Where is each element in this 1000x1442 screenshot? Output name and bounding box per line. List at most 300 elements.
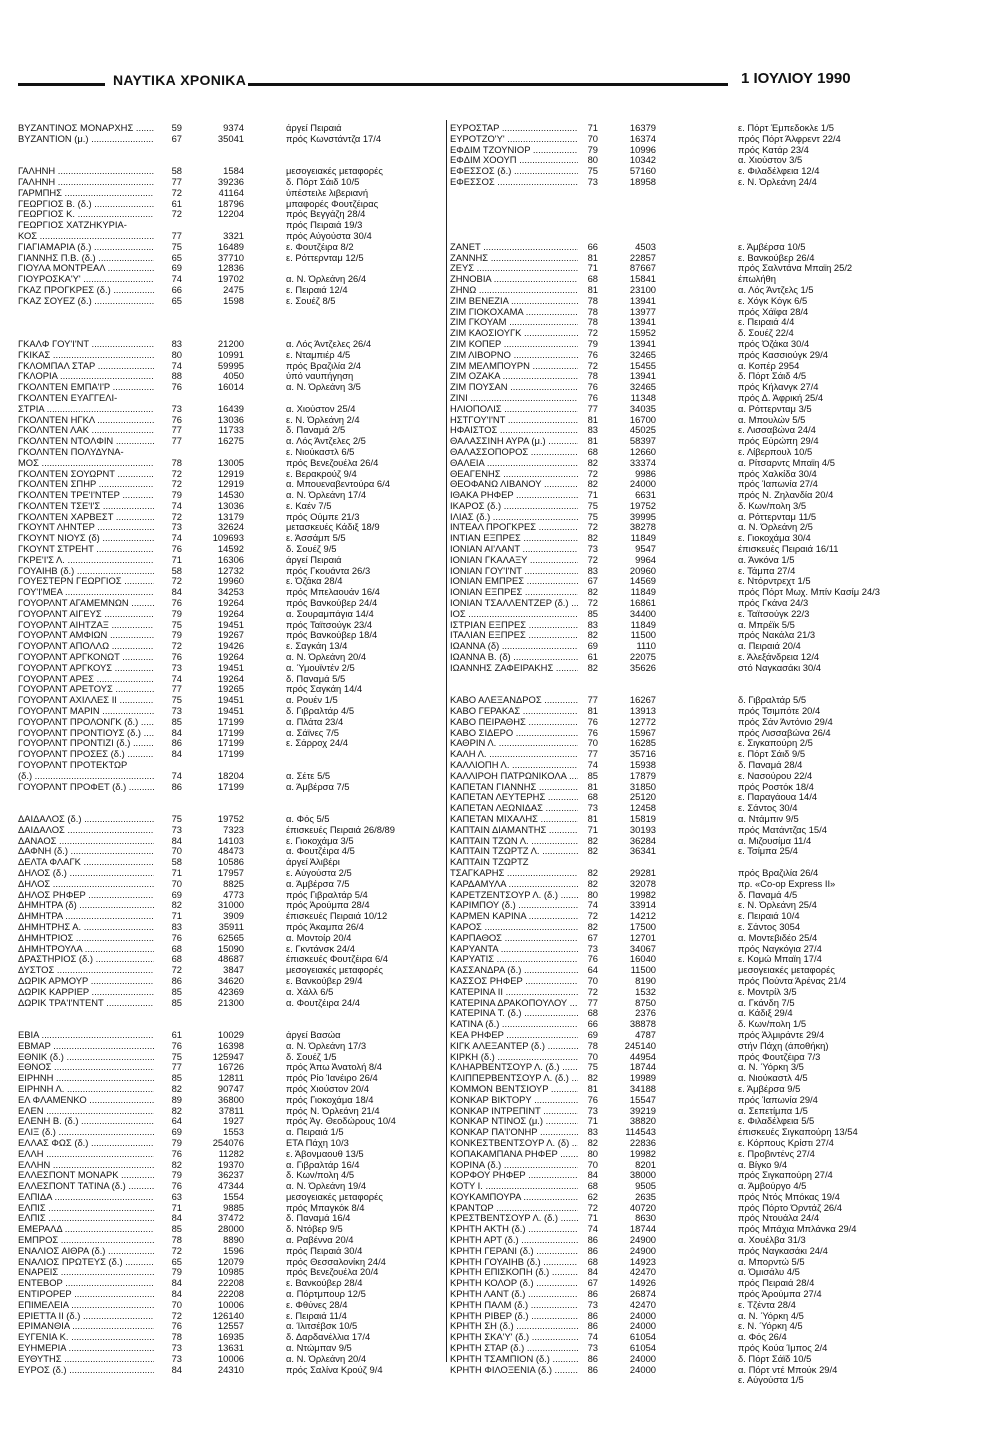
ship-tonnage: 16014 <box>217 381 244 393</box>
ship-row <box>450 1160 950 1171</box>
ship-status: πρός Άρούμπα 27/4 <box>738 1289 822 1300</box>
ship-status: ε. Πόρτ Έμπεδοκλε 1/5 <box>738 123 834 133</box>
ship-age: 72 <box>171 1309 182 1321</box>
ship-name: ΔΡΑΣΤΗΡΙΟΣ (δ.) ..... <box>18 954 154 965</box>
ship-tonnage: 6631 <box>635 489 656 501</box>
ship-name: ΚΑΠΤΑΙΝ ΔΙΑΜΑΝΤΗΣ ..... <box>450 825 578 836</box>
ship-status: ε. Πειραιά 10/4 <box>738 911 800 922</box>
ship-age: 72 <box>171 478 182 490</box>
blank-row <box>450 231 950 242</box>
ship-age: 80 <box>587 1147 598 1159</box>
ship-name: ΙΟΣ ..... <box>450 609 578 620</box>
ship-row <box>18 188 438 199</box>
ship-age: 61 <box>587 651 598 663</box>
ship-name: ΔΑΝΑΟΣ ..... <box>18 836 154 847</box>
ship-status: α. Πόρτμπουρ 12/5 <box>286 1289 366 1300</box>
ship-status: ε. Φιλαδέλφεια 12/4 <box>738 166 820 177</box>
ship-name: ΚΑΡΕΤΖΕΝΤΣΟΥΡ Λ. (δ.) ..... <box>450 890 578 901</box>
ship-name: ΚΡΗΤΗ ΑΡΤ (δ.) ..... <box>450 1235 578 1246</box>
ship-age: 84 <box>171 1212 182 1224</box>
ship-status: πρός Νακάλα 21/3 <box>738 630 816 641</box>
ship-status: α. Κάδιξ 29/4 <box>738 1008 793 1019</box>
ship-row <box>450 846 950 857</box>
ship-tonnage: 36800 <box>217 1093 244 1105</box>
ship-row <box>450 361 950 372</box>
ship-name: ΙΝΤΕΑΛ ΠΡΟΓΚΡΕΣ ..... <box>450 522 578 533</box>
ship-tonnage: 1553 <box>223 1126 244 1138</box>
ship-status: έπισκευές Πειραιά 26/8/89 <box>286 824 395 835</box>
ship-age: 72 <box>587 1201 598 1213</box>
ship-row <box>450 1170 950 1181</box>
ship-age: 81 <box>587 435 598 447</box>
ship-tonnage: 15841 <box>629 273 656 285</box>
ship-tonnage: 15090 <box>217 942 244 954</box>
ship-tonnage: 8750 <box>635 996 656 1008</box>
ship-status: πρός Γιοκοχάμα 18/4 <box>286 1094 374 1105</box>
ship-age: 82 <box>587 877 598 889</box>
ship-status: δ. Σουέζ 22/4 <box>738 328 794 339</box>
ship-name: ΚΑΛΛΙΡΟΗ ΠΑΤΡΩΝΙΚΟΛΑ ..... <box>450 771 578 782</box>
ship-tonnage: 36341 <box>629 845 656 857</box>
ship-age: 82 <box>171 899 182 911</box>
ship-tonnage: 13977 <box>629 305 656 317</box>
ship-row <box>450 1127 950 1138</box>
ship-status: ε. Ν. Όρλεάνη 25/4 <box>738 900 817 911</box>
ship-row <box>450 771 950 782</box>
ship-row <box>18 782 438 793</box>
ship-name: ΖΕΥΣ ..... <box>450 263 578 274</box>
ship-tonnage: 16040 <box>629 953 656 965</box>
blank-row <box>450 674 950 685</box>
ship-tonnage: 24900 <box>629 1234 656 1246</box>
ship-age: 80 <box>587 888 598 900</box>
ship-name: ΖΑΝΕΤ ..... <box>450 242 578 253</box>
ship-name: ΚΡΗΤΗ ΣΗ (δ.) ..... <box>450 1321 578 1332</box>
ship-status: πρός Λισσαβώνα 26/4 <box>738 727 831 738</box>
ship-tonnage: 40720 <box>629 1201 656 1213</box>
ship-age: 78 <box>171 1331 182 1343</box>
ship-age: 89 <box>171 1093 182 1105</box>
ship-age: 86 <box>171 737 182 749</box>
ship-status: α. Άμβούργο 4/5 <box>738 1181 807 1192</box>
ship-age: 75 <box>587 165 598 177</box>
ship-row <box>450 814 950 825</box>
ship-age: 86 <box>587 1309 598 1321</box>
ship-tonnage: 48687 <box>217 953 244 965</box>
ship-age: 74 <box>171 273 182 285</box>
ship-age: 64 <box>587 964 598 976</box>
ship-name: ΚΑΤΕΡΙΝΑ Τ. (δ.) ..... <box>450 1008 578 1019</box>
ship-age: 72 <box>171 575 182 587</box>
ship-age: 68 <box>171 942 182 954</box>
ship-status: α. Νιούκαστλ 4/5 <box>738 1073 808 1084</box>
ship-name: ΕΛΛΗ ..... <box>18 1149 154 1160</box>
ship-age: 77 <box>171 1061 182 1073</box>
ship-row <box>450 1019 950 1030</box>
ship-name: ΓΚΛΟΜΠΑΛ ΣΤΑΡ ..... <box>18 361 154 372</box>
ship-name: ΔΩΡΙΚ ΑΡΜΟΥΡ ..... <box>18 976 154 987</box>
ship-row <box>18 350 438 361</box>
ship-status: α. Ντάμπιν 9/5 <box>738 814 799 824</box>
ship-age: 71 <box>171 553 182 565</box>
ship-name: ΖΙΜ ΓΙΟΚΟΧΑΜΑ ..... <box>450 307 578 318</box>
ship-status: ε. Ταϊτσούγκ 22/3 <box>738 608 810 619</box>
ship-age: 63 <box>171 1190 182 1202</box>
ship-age: 58 <box>171 856 182 868</box>
ship-status: α. Άνκόνα 1/5 <box>738 554 795 565</box>
ship-status: α. Πειραιά 1/5 <box>286 1127 344 1138</box>
ship-name: ΓΟΥΟΡΛΝΤ ΠΡΟΛΟΝΓΚ (δ.) ..... <box>18 717 154 728</box>
ship-age: 68 <box>587 445 598 457</box>
ship-status: δ. Παναμά 28/4 <box>738 760 803 771</box>
ship-age: 77 <box>587 996 598 1008</box>
ship-name: ΕΝΑΛΙΟΣ ΠΡΩΤΕΥΣ (δ.) ..... <box>18 1257 154 1268</box>
ship-row <box>450 1149 950 1160</box>
ship-tonnage: 10029 <box>217 1028 244 1040</box>
ship-age: 77 <box>171 424 182 436</box>
ship-name: ΚΑΠΕΤΑΝ ΛΕΩΝΙΔΑΣ ..... <box>450 803 578 814</box>
ship-name: ΗΦΑΙΣΤΟΣ ..... <box>450 425 578 436</box>
ship-age: 61 <box>171 197 182 209</box>
ship-name: ΓΟΥΟΡΛΝΤ ΑΓΑΜΕΜΝΩΝ ..... <box>18 598 154 609</box>
ship-tonnage: 10991 <box>217 348 244 360</box>
ship-age: 74 <box>171 359 182 371</box>
ship-name: ΚΑΒΟ ΓΕΡΑΚΑΣ ..... <box>450 706 578 717</box>
ship-tonnage: 36284 <box>629 834 656 846</box>
ship-row <box>450 663 950 674</box>
ship-name: ΕΛΛΕΣΠΟΝΤ ΤΑΤΙΝΑ (δ.) ..... <box>18 1181 154 1192</box>
ship-status: πρός Ροστόκ 18/4 <box>738 781 814 792</box>
ship-name: ΚΟΣ ..... <box>18 231 154 242</box>
ship-name: ΔΑΦΝΗ (δ.) ..... <box>18 846 154 857</box>
ship-name: ΓΚΟΥΝΤ ΝΙΟΥΣ (δ) ..... <box>18 533 154 544</box>
ship-row <box>18 1149 438 1160</box>
ship-name: ΕΛΛΕΣΠΟΝΤ ΜΟΝΑΡΚ ..... <box>18 1170 154 1181</box>
ship-tonnage: 29281 <box>629 866 656 878</box>
ship-name: ΕΥΘΥΤΗΣ ..... <box>18 1354 154 1365</box>
ship-age: 75 <box>171 813 182 824</box>
ship-age: 81 <box>587 780 598 792</box>
ship-tonnage: 10342 <box>629 154 656 166</box>
ship-status: ε. Ν. Όρλεάνη 24/4 <box>738 176 817 187</box>
ship-status: α. Μπρέϊκ 5/5 <box>738 619 795 630</box>
ship-row <box>450 728 950 739</box>
ship-status: ε. Φιλαδέλφεια 5/5 <box>738 1116 815 1127</box>
ship-row <box>450 1084 950 1095</box>
ship-status: πρός Ματάντζας 15/4 <box>738 824 827 835</box>
ship-tonnage: 15938 <box>629 759 656 771</box>
ship-status: πρός Γκάνα 24/3 <box>738 598 809 609</box>
ship-age: 79 <box>171 629 182 641</box>
ship-status: μπαφορές Φουτζέιρας <box>286 198 379 209</box>
ship-tonnage: 12772 <box>629 715 656 727</box>
ship-name: ΓΚΟΛΝΤΕΝ ΧΑΡΒΕΣΤ ..... <box>18 512 154 523</box>
ship-age: 71 <box>171 866 182 878</box>
ship-name: ΕΙΡΗΝΗ ..... <box>18 1073 154 1084</box>
ship-tonnage: 4503 <box>635 240 656 252</box>
ship-tonnage: 38820 <box>629 1115 656 1127</box>
ship-name: ΚΑΒΟ ΑΛΕΞΑΝΔΡΟΣ ..... <box>450 695 578 706</box>
ship-name: ΚΟΝΚΑΡ ΒΙΚΤΟΡΥ ..... <box>450 1095 578 1106</box>
ship-name: ΓΚΙΚΑΣ ..... <box>18 350 154 361</box>
ship-tonnage: 32624 <box>217 521 244 533</box>
ship-name: ΚΑΡΥΑΝΤΑ ..... <box>450 944 578 955</box>
ship-row <box>450 479 950 490</box>
ship-age: 76 <box>171 1180 182 1192</box>
ship-tonnage: 16285 <box>629 737 656 749</box>
ship-age: 81 <box>587 413 598 425</box>
ship-tonnage: 1554 <box>223 1190 244 1202</box>
ship-tonnage: 24000 <box>629 478 656 490</box>
ship-status: πρός Πόρτο Όρντάζ 26/4 <box>738 1202 842 1213</box>
ship-status: ύπό ναυπήγηση <box>286 371 354 382</box>
ship-name: ΙΘΑΚΑ ΡΗΦΕΡ ..... <box>450 490 578 501</box>
ship-name: ΓΑΛΗΝΗ ..... <box>18 177 154 188</box>
ship-age: 84 <box>587 1266 598 1278</box>
ship-status: ε. Σαγκάη 13/4 <box>286 641 348 652</box>
ship-age: 84 <box>587 1169 598 1181</box>
ship-age: 85 <box>171 715 182 727</box>
ship-age: 69 <box>587 1028 598 1040</box>
ship-tonnage: 19960 <box>217 575 244 587</box>
ship-tonnage: 11500 <box>630 629 656 641</box>
ship-age: 77 <box>171 435 182 447</box>
ship-age: 74 <box>587 759 598 771</box>
ship-status: έπισκευές Φουτζέιρα 6/4 <box>286 954 388 965</box>
ship-name: ΚΟΠΑΚΑΜΠΑΝΑ ΡΗΦΕΡ ..... <box>450 1149 578 1160</box>
ship-name: ΚΡΑΝΤΩΡ ..... <box>450 1203 578 1214</box>
ship-name: ΓΟΥΟΡΛΝΤ ΑΡΕΣ ..... <box>18 674 154 685</box>
ship-name: ΖΙΜ ΠΟΥΣΑΝ ..... <box>450 382 578 393</box>
ship-tonnage: 33914 <box>629 899 656 911</box>
ship-status: ε. Πόρτ Σάιδ 9/5 <box>738 749 806 760</box>
ship-status: ε. Κομώ Μπαϊη 17/4 <box>738 954 822 965</box>
ship-status: α. Πειραιά 20/4 <box>738 641 801 652</box>
ship-name: ΓΙΑΓΙΑΜΑΡΙΑ (δ.) ..... <box>18 242 154 253</box>
ship-status: α. Σάϊνες 7/5 <box>286 727 339 738</box>
ship-row <box>450 555 950 566</box>
ship-age: 78 <box>171 456 182 468</box>
ship-age: 82 <box>171 1082 182 1094</box>
ship-name: ΚΙΓΚ ΑΛΕΞΑΝΤΕΡ (δ.) ..... <box>450 1041 578 1052</box>
ship-row <box>18 749 438 760</box>
ship-age: 79 <box>171 607 182 619</box>
ship-tonnage: 17199 <box>217 726 244 738</box>
ship-row <box>450 382 950 393</box>
ship-status: α. Μοντοίρ 20/4 <box>286 932 352 943</box>
ship-age: 67 <box>587 1277 598 1289</box>
ship-status: πρός Βεγγάζη 28/4 <box>286 209 366 220</box>
ship-row <box>450 890 950 901</box>
ship-status: ε. Προβιντένς 27/4 <box>738 1148 815 1159</box>
ship-name: ΓΟΥΟΡΛΝΤ ΑΜΦΙΩΝ ..... <box>18 630 154 641</box>
ship-status: πρός Βενεζουέλα 20/4 <box>286 1267 379 1278</box>
ship-status: έπισκευές Πειραιά 10/12 <box>286 911 388 922</box>
ship-name: ΘΑΛΕΙΑ ..... <box>450 458 578 469</box>
ship-row <box>18 404 438 415</box>
ship-status: α. Ν. Όρλεάνη 2/5 <box>738 522 813 533</box>
ship-tonnage: 12204 <box>217 208 244 220</box>
ship-age: 82 <box>587 1136 598 1148</box>
ship-row <box>450 447 950 458</box>
ship-age: 76 <box>587 381 598 393</box>
ship-tonnage: 3909 <box>223 910 244 922</box>
ship-name: ΓΟΥΟΡΛΝΤ ΠΡΟΝΤΙΖΙ (δ.) ..... <box>18 738 154 749</box>
ship-tonnage: 14592 <box>217 543 244 555</box>
ship-name: ΓΟΥΟΡΛΝΤ ΑΠΟΛΛΩ ..... <box>18 641 154 652</box>
ship-name: ΚΡΗΤΗ ΣΚΑ'Υ' (δ.) ..... <box>450 1332 578 1343</box>
ship-age: 82 <box>171 1158 182 1170</box>
ship-tonnage: 34400 <box>629 607 656 619</box>
ship-row <box>450 944 950 955</box>
ship-status: πρός Βραζιλία 2/4 <box>286 360 362 371</box>
ship-age: 79 <box>587 337 598 349</box>
ship-tonnage: 23100 <box>629 283 656 295</box>
ship-age: 86 <box>587 1363 598 1375</box>
ship-row <box>450 501 950 512</box>
ship-age: 68 <box>587 1007 598 1019</box>
ship-row <box>450 792 950 803</box>
ship-row <box>450 1246 950 1257</box>
ship-age: 81 <box>587 251 598 263</box>
ship-status: πρός Χιούστον 20/4 <box>286 1083 369 1094</box>
ship-status: ε. Σάντος 3054 <box>738 921 801 932</box>
ship-age: 72 <box>171 640 182 652</box>
ship-status: πρός Μπάχια Μπλάνκα 29/4 <box>738 1224 857 1235</box>
ship-status: ε. Χόγκ Κόγκ 6/5 <box>738 295 808 306</box>
ship-row <box>450 371 950 382</box>
ship-age: 61 <box>171 1028 182 1040</box>
ship-tonnage: 16726 <box>217 1061 244 1073</box>
ship-tonnage: 39995 <box>629 510 656 522</box>
ship-name: ΚΛΗΑΡΒΕΝΤΣΟΥΡ Λ. (δ.) ..... <box>450 1062 578 1073</box>
ship-name: ΚΑΒΟ ΠΕΙΡΑΘΗΣ ..... <box>450 717 578 728</box>
ship-status: μεσογειακές μεταφορές <box>286 1191 383 1202</box>
ship-tonnage: 16275 <box>217 435 244 447</box>
ship-age: 73 <box>587 175 598 187</box>
ship-age: 71 <box>587 262 598 274</box>
ship-row <box>450 1375 950 1386</box>
ship-status: ε. Φουτζέιρα 8/2 <box>286 241 354 252</box>
ship-tonnage: 16935 <box>217 1331 244 1343</box>
ship-status: ε. Ν. Όρλεάνη 2/4 <box>286 414 360 425</box>
ship-row <box>450 695 950 706</box>
ship-tonnage: 3847 <box>223 964 244 976</box>
ship-name: ΖΗΝΩ ..... <box>450 285 578 296</box>
ship-row <box>450 879 950 890</box>
ship-tonnage: 34067 <box>629 942 656 954</box>
ship-name: ΚΡΗΤΗ ΤΣΑΜΠΙΟΝ (δ.) ..... <box>450 1354 578 1365</box>
ship-tonnage: 38878 <box>629 1018 656 1030</box>
ship-status: ε. Τσίμπα 25/4 <box>738 846 798 857</box>
ship-row <box>18 209 438 220</box>
ship-age: 74 <box>171 769 182 781</box>
ship-name: ΕΝΤΕΒΟΡ ..... <box>18 1278 154 1289</box>
ship-tonnage: 11282 <box>218 1147 244 1159</box>
ship-row <box>18 134 438 145</box>
ship-name: ΕΛΛΗΝ ..... <box>18 1160 154 1171</box>
ship-name: ΔΗΜΗΤΡΑ (δ) ..... <box>18 900 154 911</box>
ship-row <box>450 1095 950 1106</box>
ship-age: 77 <box>587 402 598 414</box>
ship-age: 83 <box>587 618 598 630</box>
ship-age: 59 <box>171 122 182 133</box>
ship-age: 81 <box>587 813 598 824</box>
ship-name: ΓΙΟΥΡΟΣΚΑ'Υ' ..... <box>18 274 154 285</box>
ship-tonnage: 8890 <box>223 1234 244 1246</box>
ship-age: 82 <box>587 629 598 641</box>
ship-tonnage: 28000 <box>217 1223 244 1235</box>
ship-name: ΖΙΝΙ ..... <box>450 393 578 404</box>
ship-status: α. Ίλιτσέβσκ 10/5 <box>286 1321 358 1332</box>
ship-tonnage: 18958 <box>629 175 656 187</box>
ship-name: ΔΩΡΙΚ ΚΑΡΡΙΕΡ ..... <box>18 987 154 998</box>
ship-age: 70 <box>171 877 182 889</box>
ship-tonnage: 24000 <box>629 1309 656 1321</box>
ship-tonnage: 61054 <box>629 1342 656 1354</box>
ship-row <box>18 825 438 836</box>
ship-tonnage: 38278 <box>629 521 656 533</box>
ship-name: ΙΚΑΡΟΣ (δ.) ..... <box>450 501 578 512</box>
ship-row <box>450 393 950 404</box>
ship-tonnage: 22836 <box>629 1136 656 1148</box>
ship-tonnage: 14530 <box>217 489 244 501</box>
ship-age: 71 <box>587 1115 598 1127</box>
ship-name: ΓΚΟΛΝΤΕΝ ΛΑΚ ..... <box>18 425 154 436</box>
ship-name: ΕΠΙΜΕΛΕΙΑ ..... <box>18 1300 154 1311</box>
ship-tonnage: 13005 <box>217 456 244 468</box>
ship-tonnage: 39219 <box>629 1104 656 1116</box>
ship-status: πρ. «Co-op Express II» <box>738 878 836 889</box>
ship-status: α. Λός Άντζελς 1/5 <box>738 284 814 295</box>
ship-status: πρός Κωνστάντζα 17/4 <box>286 133 382 144</box>
ship-age: 82 <box>587 532 598 544</box>
ship-age: 72 <box>587 985 598 997</box>
ship-row <box>450 1052 950 1063</box>
ship-status: έπισκευές Σιγκαπούρη 13/54 <box>738 1127 858 1138</box>
ship-age: 75 <box>587 499 598 511</box>
ship-age: 75 <box>171 694 182 706</box>
ship-tonnage: 11849 <box>630 586 656 598</box>
ship-status: ε. Φθύνες 28/4 <box>286 1299 348 1310</box>
ship-tonnage: 59995 <box>217 359 244 371</box>
ship-tonnage: 35041 <box>217 132 244 144</box>
ship-name: ΚΑΠΤΑΙΝ ΤΖΩΡΤΖ <box>450 857 529 868</box>
ship-age: 76 <box>171 381 182 393</box>
ship-status: δ. Παναμά 5/5 <box>286 673 346 684</box>
ship-tonnage: 9885 <box>223 1201 244 1213</box>
ship-name: ΓΚΟΛΝΤΕΝ ΕΜΠΑ'Ι'Ρ ..... <box>18 382 154 393</box>
ship-name: ΚΑΣΣΑΝΔΡΑ (δ.) ..... <box>450 965 578 976</box>
ship-tonnage: 1110 <box>636 640 656 652</box>
ship-row <box>450 803 950 814</box>
ship-tonnage: 14926 <box>629 1277 656 1289</box>
ship-tonnage: 24000 <box>629 1352 656 1364</box>
ship-name: ΕΛΕΝΗ Β. (δ.) ..... <box>18 1116 154 1127</box>
ship-status: ε. Ρόττερνταμ 12/5 <box>286 252 364 263</box>
ship-age: 67 <box>171 132 182 144</box>
ship-tonnage: 34188 <box>629 1082 656 1094</box>
ship-age: 82 <box>587 834 598 846</box>
ship-row <box>450 317 950 328</box>
ship-name: ΕΛΠΙΣ ..... <box>18 1213 154 1224</box>
ship-row <box>450 253 950 264</box>
ship-name: ΓΟΥΕΣΤΕΡΝ ΓΕΩΡΓΙΟΣ ..... <box>18 576 154 587</box>
ship-tonnage: 16439 <box>217 402 244 414</box>
ship-tonnage: 24900 <box>629 1244 656 1256</box>
ship-status: πρός Σαλίνα Κρούζ 9/4 <box>286 1364 383 1375</box>
ship-tonnage: 37811 <box>218 1104 244 1116</box>
